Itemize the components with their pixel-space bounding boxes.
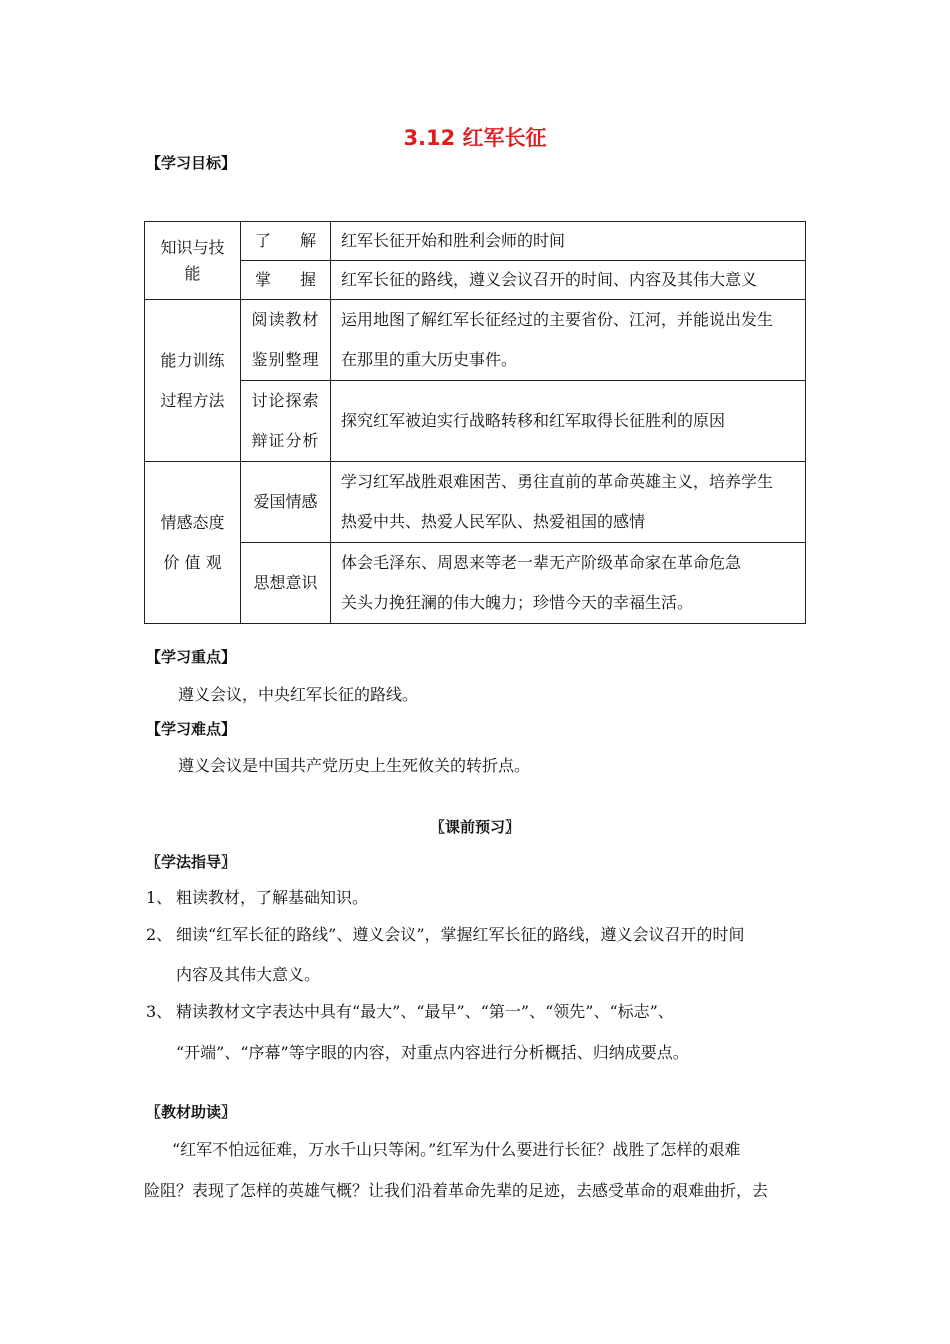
category-emotion: [145, 462, 241, 624]
reading-line-2: 险阻？表现了怎样的英雄气概？让我们沿着革命先辈的足迹，去感受革命的艰难曲折，去: [144, 1181, 769, 1200]
difficulty-heading: 【学习难点】: [146, 720, 237, 738]
objectives-heading: 【学习目标】: [146, 154, 237, 172]
label-reading: [241, 300, 331, 381]
label-understand: [241, 222, 331, 261]
reading-heading: 〖教材助读〗: [146, 1103, 237, 1121]
key-points-heading: 【学习重点】: [146, 648, 237, 666]
label-master: [241, 261, 331, 300]
method-item-1-text: 粗读教材，了解基础知识。: [176, 888, 369, 907]
content-patriotism-line2: 热爱中共、热爱人民军队、热爱祖国的感情: [341, 512, 646, 531]
method-heading: 〖学法指导〗: [146, 853, 237, 871]
category-emotion-line2: 价 值 观: [163, 552, 222, 572]
label-master-a: 掌: [255, 270, 272, 289]
label-ideology: 思想意识: [241, 543, 331, 624]
label-understand-b: 解: [299, 231, 316, 250]
category-knowledge-line2: 能: [184, 263, 201, 283]
label-discuss-line1: 讨论探索: [251, 391, 320, 410]
objectives-table: [144, 221, 806, 624]
reading-line-1: “红军不怕远征难，万水千山只等闲。”红军为什么要进行长征？战胜了怎样的艰难: [172, 1140, 741, 1159]
method-item-2-num: 2、: [146, 925, 173, 944]
content-patriotism-line1: 学习红军战胜艰难困苦、勇往直前的革命英雄主义，培养学生: [341, 472, 774, 491]
preview-heading: 〖课前预习〗: [429, 818, 520, 836]
content-reading-line1: 运用地图了解红军长征经过的主要省份、江河，并能说出发生: [341, 310, 774, 329]
key-points-text: 遵义会议，中央红军长征的路线。: [178, 685, 419, 704]
label-master-b: 握: [299, 270, 316, 289]
page-title: 3.12 红军长征: [403, 126, 547, 150]
content-understand: 红军长征开始和胜利会师的时间: [331, 222, 806, 261]
method-item-1-num: 1、: [146, 888, 173, 907]
content-master: 红军长征的路线，遵义会议召开的时间、内容及其伟大意义: [331, 261, 806, 300]
method-item-2-line1: 细读“红军长征的路线”、遵义会议”，掌握红军长征的路线，遵义会议召开的时间: [176, 925, 745, 944]
label-discuss: [241, 381, 331, 462]
category-ability-line2: 过程方法: [160, 390, 225, 410]
content-ideology-line2: 关头力挽狂澜的伟大魄力；珍惜今天的幸福生活。: [341, 593, 694, 612]
category-emotion-line1: 情感态度: [160, 512, 225, 532]
content-discuss-line1: 探究红军被迫实行战略转移和红军取得长征胜利的原因: [341, 411, 726, 430]
category-ability: [145, 300, 241, 462]
content-ideology-line1: 体会毛泽东、周恩来等老一辈无产阶级革命家在革命危急: [341, 553, 742, 572]
content-patriotism: [331, 462, 806, 543]
label-understand-a: 了: [255, 231, 272, 250]
method-item-3-line2: “开端”、“序幕”等字眼的内容，对重点内容进行分析概括、归纳成要点。: [176, 1043, 689, 1062]
category-ability-line1: 能力训练: [160, 350, 225, 370]
method-item-3-line1: 精读教材文字表达中具有“最大”、“最早”、“第一”、“领先”、“标志”、: [176, 1002, 674, 1021]
method-item-3-num: 3、: [146, 1002, 173, 1021]
category-knowledge: [145, 222, 241, 300]
difficulty-text: 遵义会议是中国共产党历史上生死攸关的转折点。: [178, 756, 531, 775]
content-discuss: [331, 381, 806, 462]
category-knowledge-line1: 知识与技: [160, 237, 225, 257]
content-reading: [331, 300, 806, 381]
label-reading-line1: 阅读教材: [251, 310, 320, 329]
label-patriotism: 爱国情感: [241, 462, 331, 543]
method-item-2-line2: 内容及其伟大意义。: [176, 965, 321, 984]
content-ideology: [331, 543, 806, 624]
label-discuss-line2: 辩证分析: [251, 431, 320, 450]
label-reading-line2: 鉴别整理: [251, 350, 320, 369]
content-reading-line2: 在那里的重大历史事件。: [341, 350, 518, 369]
